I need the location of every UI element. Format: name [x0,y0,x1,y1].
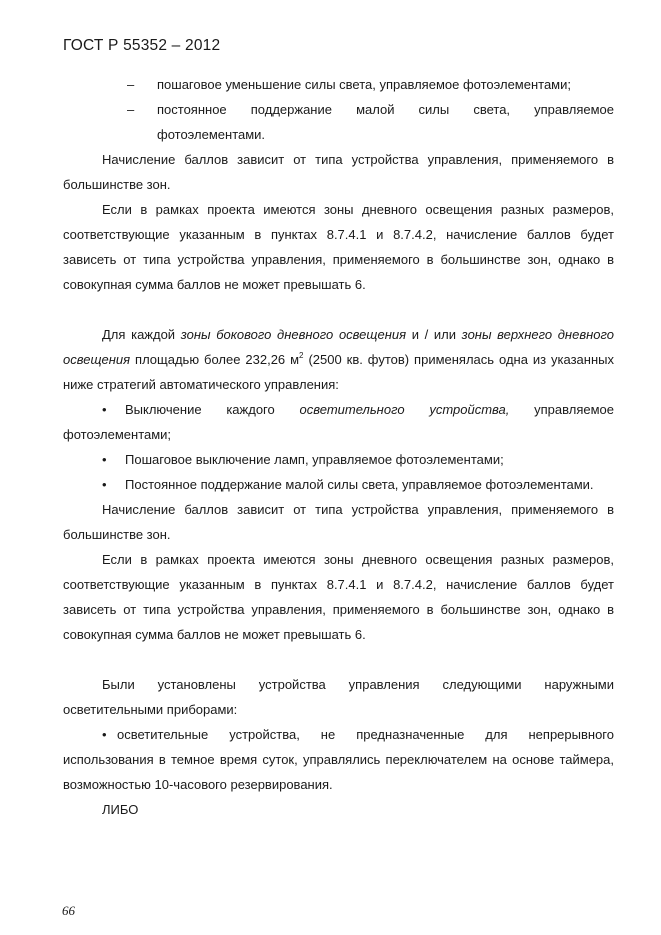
bullet-list-item [63,722,614,797]
bullet-text: Выключение каждого [125,402,300,417]
dash-item-text: постоянное поддержание малой силы света, управляемое фотоэлементами. [157,102,614,142]
dash-item-text: пошаговое уменьшение силы света, управляемое фотоэлементами; [157,77,571,92]
bullet-text: осветительные устройства, не предназначенные для непрерывного использования в темное время суток, управлялись переключателем на основе таймера, возможностью 10-часового резервирования. [63,727,614,792]
page-body [63,72,614,822]
paragraph-text: площадью более 232,26 м [130,352,300,367]
bullet-marker: • [102,727,107,742]
bullet-list-item [63,447,614,472]
paragraph-strategies [63,322,614,397]
italic-term: зоны бокового дневного освещения [180,327,407,342]
dash-list-item [63,72,614,97]
paragraph-zones: Если в рамках проекта имеются зоны дневного освещения разных размеров, соответствующие указанным в пунктах 8.7.4.1 и 8.7.4.2, начисление баллов будет зависеть от типа устройства управления, применяемого в большинстве зон, однако в совокупная сумма баллов не может превышать 6. [63,202,614,292]
paragraph-or: ЛИБО [102,802,139,817]
document-header: ГОСТ Р 55352 – 2012 [63,37,221,54]
bullet-text: управляемое фотоэлементами; [63,402,614,442]
bullet-text: Постоянное поддержание малой силы света, управляемое фотоэлементами. [125,477,594,492]
italic-term: осветительного устройства, [299,402,510,417]
paragraph-zones: Если в рамках проекта имеются зоны дневного освещения разных размеров, соответствующие указанным в пунктах 8.7.4.1 и 8.7.4.2, начисление баллов будет зависеть от типа устройства управления, применяемого в большинстве зон, однако в совокупная сумма баллов не может превышать 6. [63,552,614,642]
page-number: 66 [62,903,75,918]
dash-list-item [63,97,614,147]
paragraph-text: и / или [406,327,462,342]
bullet-list-item [63,397,614,447]
dash-marker: – [127,77,135,92]
dash-marker: – [127,102,135,117]
paragraph-text: (2500 кв. футов) применялась одна из указанных ниже стратегий автоматического управления: [63,352,614,392]
superscript: 2 [299,351,304,360]
paragraph-scoring: Начисление баллов зависит от типа устройства управления, применяемого в большинстве зон. [63,502,614,542]
paragraph-scoring: Начисление баллов зависит от типа устройства управления, применяемого в большинстве зон. [63,152,614,192]
paragraph-outdoor-controls: Были установлены устройства управления следующими наружными осветительными приборами: [63,677,614,717]
italic-term: зоны верхнего дневного освещения [63,327,614,367]
bullet-list-item [63,472,614,497]
bullet-marker: • [102,402,107,417]
paragraph-text: Для каждой [102,327,181,342]
bullet-marker: • [102,477,107,492]
bullet-marker: • [102,452,107,467]
bullet-text: Пошаговое выключение ламп, управляемое фотоэлементами; [125,452,504,467]
